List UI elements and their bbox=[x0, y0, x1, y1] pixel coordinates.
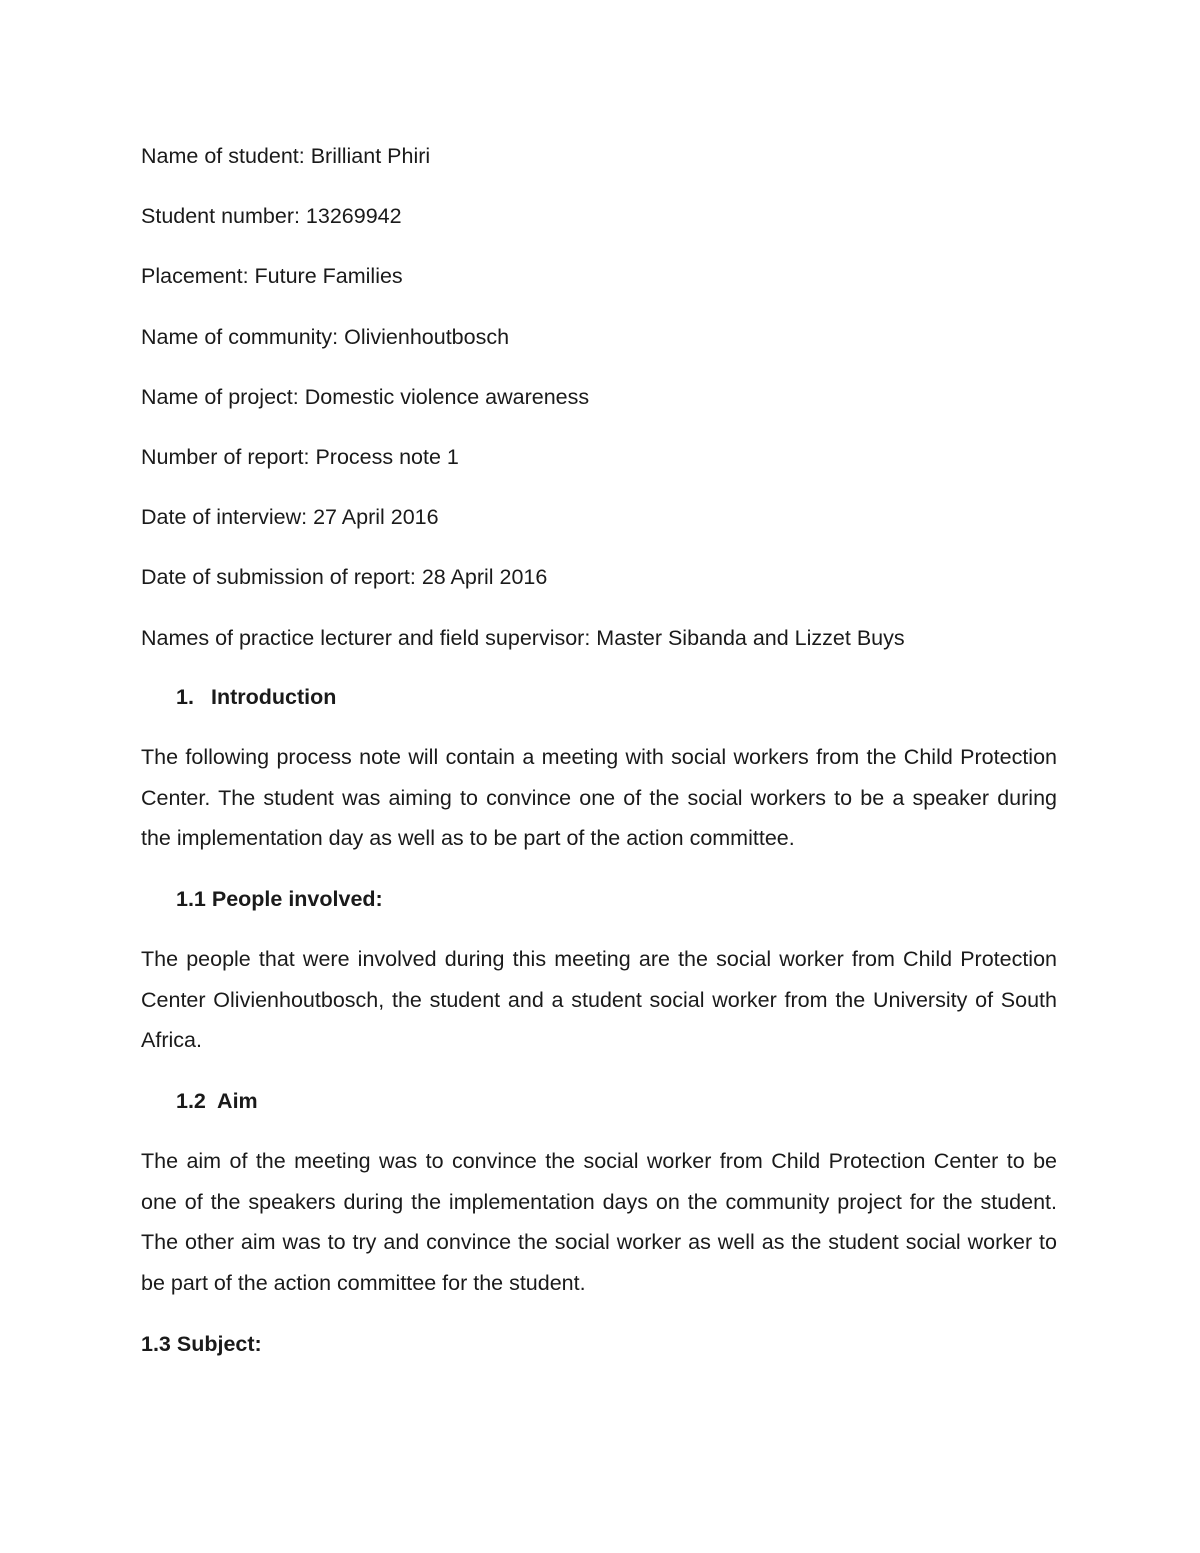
report-number-line: Number of report: Process note 1 bbox=[141, 445, 459, 469]
project-line: Name of project: Domestic violence awareness bbox=[141, 385, 590, 409]
student-number-line: Student number: 13269942 bbox=[141, 204, 402, 228]
introduction-title: Introduction bbox=[211, 685, 337, 709]
lecturer-supervisor-line: Names of practice lecturer and field supervisor: Master Sibanda and Lizzet Buys bbox=[141, 626, 905, 650]
subject-heading: 1.3 Subject: bbox=[141, 1332, 262, 1356]
aim-paragraph: The aim of the meeting was to convince the social worker from Child Protection Center to be one of the speakers during the implementation days on the community project for the student. The other aim was to try and convince the social worker as well as the student social worker to be part of the action committee for the student. bbox=[141, 1149, 1057, 1295]
placement-line: Placement: Future Families bbox=[141, 264, 403, 288]
introduction-paragraph: The following process note will contain a meeting with social workers from the Child Protection Center. The student was aiming to convince one of the social workers to be a speaker during the implementation day as well as to be part of the action committee. bbox=[141, 745, 1057, 850]
introduction-number: 1. bbox=[176, 685, 194, 709]
people-involved-paragraph: The people that were involved during this meeting are the social worker from Child Protection Center Olivienhoutbosch, the student and a student social worker from the University of South Africa. bbox=[141, 947, 1057, 1052]
aim-heading: 1.2 Aim bbox=[176, 1089, 258, 1113]
submission-date-line: Date of submission of report: 28 April 2016 bbox=[141, 565, 548, 589]
student-name-line: Name of student: Brilliant Phiri bbox=[141, 144, 431, 168]
people-involved-heading: 1.1 People involved: bbox=[176, 887, 383, 911]
interview-date-line: Date of interview: 27 April 2016 bbox=[141, 505, 439, 529]
community-line: Name of community: Olivienhoutbosch bbox=[141, 325, 510, 349]
introduction-heading bbox=[176, 684, 336, 710]
